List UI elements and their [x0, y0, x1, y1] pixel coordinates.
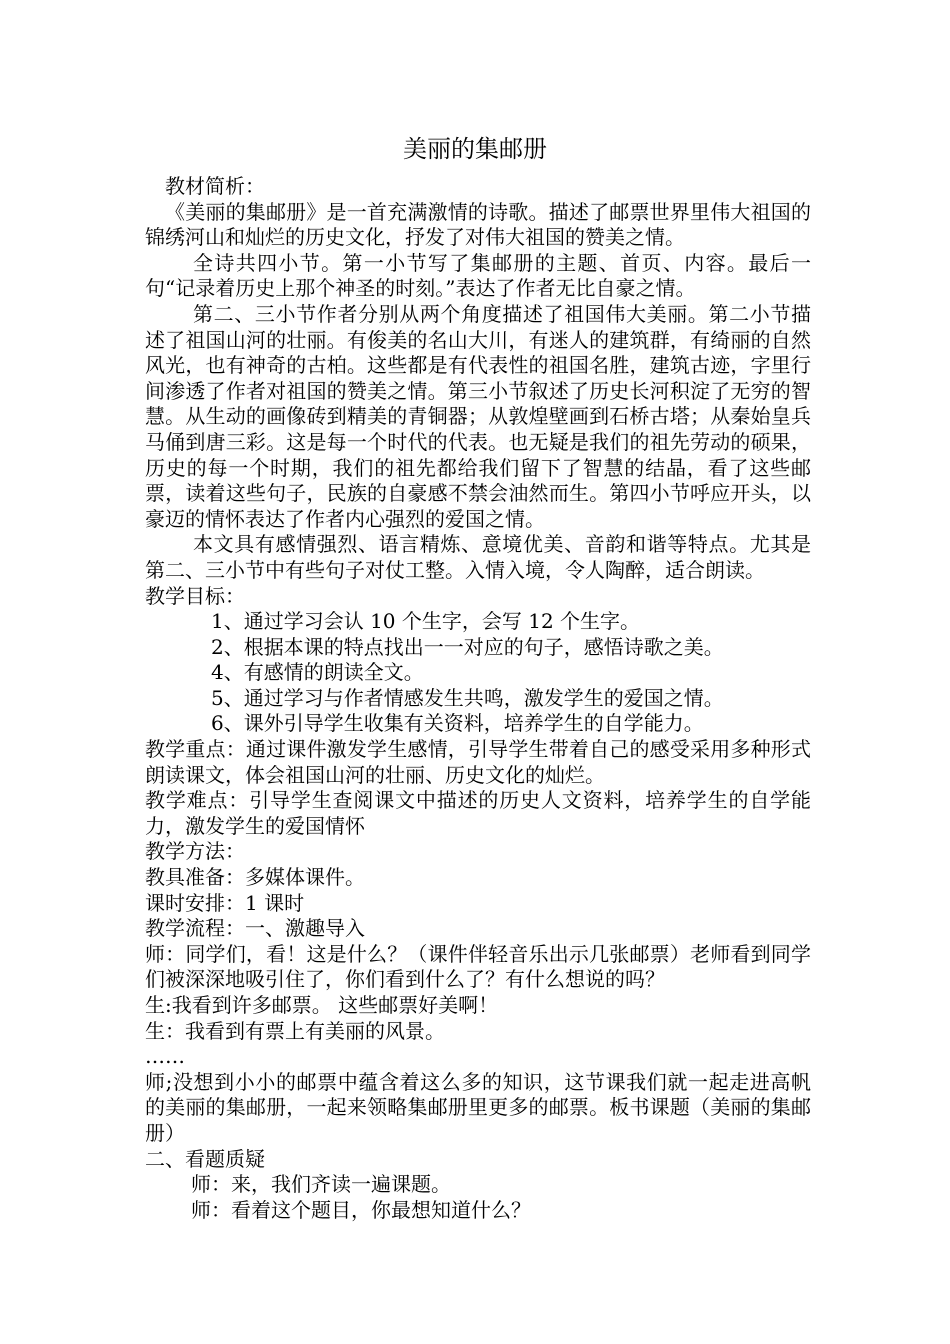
goal-item: 5、通过学习与作者情感发生共鸣，激发学生的爱国之情。: [211, 685, 724, 710]
dialogue-line: 生:我看到许多邮票。 这些邮票好美啊！: [145, 993, 499, 1017]
document-body: [145, 174, 811, 1223]
paragraph-materials: 教具准备：多媒体课件。: [145, 865, 365, 890]
section-heading-goals: 教学目标：: [145, 583, 245, 608]
paragraph-key-point: 教学重点：通过课件激发学生感情，引导学生带着自己的感受采用多种形式朗读课文，体会祖国山河的壮丽、历史文化的灿烂。: [145, 737, 811, 787]
paragraph-method: 教学方法：: [145, 839, 245, 864]
paragraph-difficulty: 教学难点：引导学生查阅课文中描述的历史人文资料，培养学生的自学能力，激发学生的爱国情怀: [145, 788, 811, 838]
ellipsis-line: ……: [145, 1044, 185, 1069]
section-heading-title-question: 二、看题质疑: [145, 1146, 265, 1171]
section-heading-analysis: 教材简析：: [165, 174, 265, 198]
goal-item: 1、通过学习会认 10 个生字，会写 12 个生字。: [211, 609, 641, 634]
paragraph-intro: 《美丽的集邮册》是一首充满激情的诗歌。描述了邮票世界里伟大祖国的锦绣河山和灿烂的历史文化，抒发了对伟大祖国的赞美之情。: [145, 199, 811, 250]
dialogue-line: 师：来，我们齐读一遍课题。: [191, 1172, 451, 1197]
dialogue-line: 师：同学们，看！这是什么？（课件伴轻音乐出示几张邮票）老师看到同学们被深深地吸引住了，你们看到什么了？有什么想说的吗？: [145, 941, 811, 992]
paragraph-overview: 全诗共四小节。第一小节写了集邮册的主题、首页、内容。最后一句“记录着历史上那个神圣的时刻。”表达了作者无比自豪之情。: [145, 250, 811, 301]
paragraph-stanzas: 第二、三小节作者分别从两个角度描述了祖国伟大美丽。第二小节描述了祖国山河的壮丽。有俊美的名山大川，有迷人的建筑群，有绮丽的自然风光，也有神奇的古柏。这些都是有代表性的祖国名胜，建筑古迹，字里行间渗透了作者对祖国的赞美之情。第三小节叙述了历史长河积淀了无穷的智慧。从生动的画像砖到精美的青铜器；从敦煌壁画到石桥古塔；从秦始皇兵马俑到唐三彩。这是每一个时代的代表。也无疑是我们的祖先劳动的硕果，历史的每一个时期，我们的祖先都给我们留下了智慧的结晶，看了这些邮票，读着这些句子，民族的自豪感不禁会油然而生。第四小节呼应开头，以豪迈的情怀表达了作者内心强烈的爱国之情。: [145, 301, 811, 531]
dialogue-line: 师;没想到小小的邮票中蕴含着这么多的知识，这节课我们就一起走进高帆的美丽的集邮册，一起来领略集邮册里更多的邮票。板书课题（美丽的集邮册）: [145, 1069, 811, 1145]
paragraph-process: 教学流程：一、激趣导入: [145, 916, 365, 941]
dialogue-line: 生：我看到有票上有美丽的风景。: [145, 1018, 445, 1043]
document-title: 美丽的集邮册: [403, 135, 547, 163]
goal-item: 2、根据本课的特点找出一一对应的句子，感悟诗歌之美。: [211, 634, 724, 659]
goal-item: 4、有感情的朗读全文。: [211, 660, 424, 685]
paragraph-schedule: 课时安排：1 课时: [145, 890, 305, 915]
goal-item: 6、课外引导学生收集有关资料，培养学生的自学能力。: [211, 711, 704, 736]
paragraph-features: 本文具有感情强烈、语言精炼、意境优美、音韵和谐等特点。尤其是第二、三小节中有些句子对仗工整。入情入境，令人陶醉，适合朗读。: [145, 532, 811, 582]
dialogue-line: 师：看着这个题目，你最想知道什么？: [191, 1197, 531, 1222]
